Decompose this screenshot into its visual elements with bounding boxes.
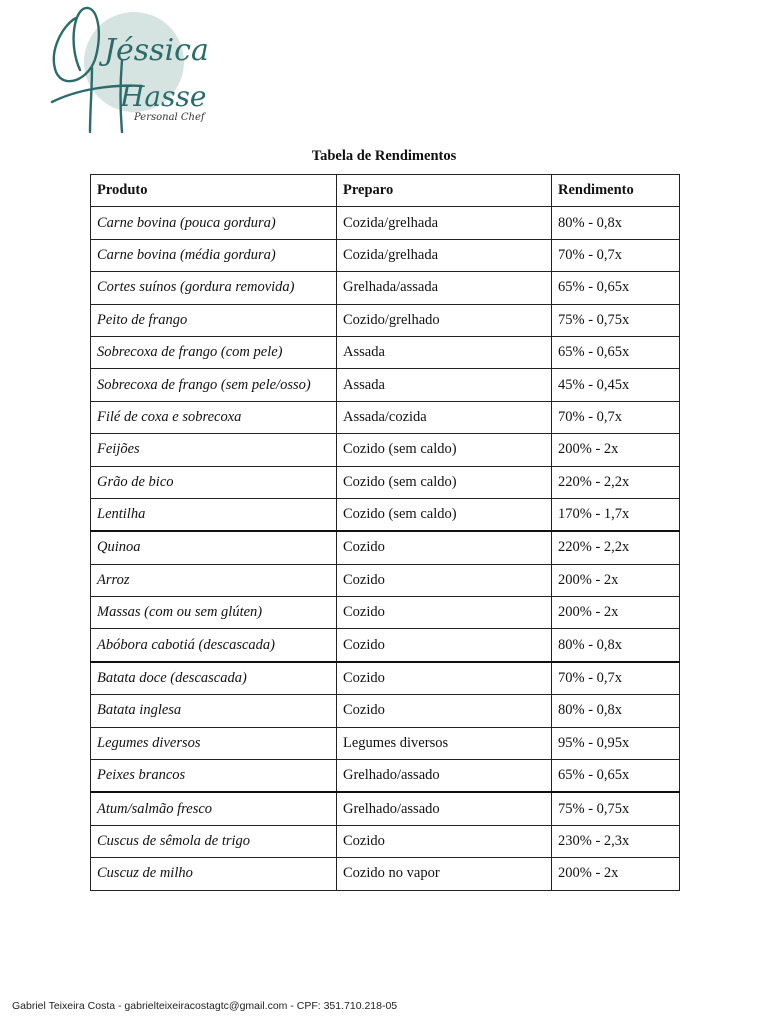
cell-preparo: Assada — [337, 369, 552, 401]
cell-preparo: Cozido (sem caldo) — [337, 498, 552, 531]
table-row — [91, 695, 680, 727]
table-row — [91, 401, 680, 433]
cell-produto: Carne bovina (média gordura) — [91, 239, 337, 271]
table-row — [91, 760, 680, 793]
cell-rendimento: 75% - 0,75x — [552, 304, 680, 336]
cell-rendimento: 80% - 0,8x — [552, 207, 680, 239]
cell-preparo: Grelhado/assado — [337, 760, 552, 793]
cell-preparo: Legumes diversos — [337, 727, 552, 759]
cell-rendimento: 230% - 2,3x — [552, 825, 680, 857]
table-row — [91, 531, 680, 564]
table-row — [91, 597, 680, 629]
cell-produto: Peixes brancos — [91, 760, 337, 793]
cell-preparo: Grelhada/assada — [337, 272, 552, 304]
document-title: Tabela de Rendimentos — [311, 148, 457, 164]
cell-rendimento: 200% - 2x — [552, 434, 680, 466]
table-row — [91, 662, 680, 695]
brand-logo — [36, 4, 216, 136]
cell-rendimento: 70% - 0,7x — [552, 662, 680, 695]
cell-rendimento: 80% - 0,8x — [552, 695, 680, 727]
cell-preparo: Cozido (sem caldo) — [337, 466, 552, 498]
cell-preparo: Cozido/grelhado — [337, 304, 552, 336]
cell-rendimento: 220% - 2,2x — [552, 531, 680, 564]
cell-preparo: Cozido — [337, 564, 552, 596]
cell-produto: Arroz — [91, 564, 337, 596]
cell-produto: Massas (com ou sem glúten) — [91, 597, 337, 629]
cell-produto: Cuscus de sêmola de trigo — [91, 825, 337, 857]
cell-produto: Legumes diversos — [91, 727, 337, 759]
yield-table-head — [91, 175, 680, 207]
cell-rendimento: 200% - 2x — [552, 564, 680, 596]
table-row — [91, 272, 680, 304]
table-row — [91, 434, 680, 466]
yield-table-body — [91, 207, 680, 890]
brand-logo-mark — [36, 4, 216, 136]
cell-preparo: Cozido — [337, 531, 552, 564]
table-row — [91, 304, 680, 336]
cell-rendimento: 65% - 0,65x — [552, 336, 680, 368]
cell-preparo: Cozida/grelhada — [337, 239, 552, 271]
cell-rendimento: 65% - 0,65x — [552, 760, 680, 793]
cell-rendimento: 95% - 0,95x — [552, 727, 680, 759]
cell-preparo: Cozido — [337, 629, 552, 662]
header-preparo: Preparo — [337, 175, 552, 207]
cell-preparo: Cozido (sem caldo) — [337, 434, 552, 466]
logo-tagline: Personal Chef — [134, 112, 205, 123]
table-row — [91, 336, 680, 368]
table-row — [91, 792, 680, 825]
footer-contact: Gabriel Teixeira Costa - gabrielteixeiracostagtc@gmail.com - CPF: 351.710.218-05 — [12, 1000, 398, 1012]
yield-table — [90, 174, 680, 891]
cell-preparo: Cozido — [337, 825, 552, 857]
cell-rendimento: 70% - 0,7x — [552, 239, 680, 271]
cell-produto: Sobrecoxa de frango (com pele) — [91, 336, 337, 368]
cell-rendimento: 75% - 0,75x — [552, 792, 680, 825]
cell-preparo: Cozido no vapor — [337, 858, 552, 890]
logo-name-line2: Hasse — [120, 80, 207, 113]
cell-preparo: Grelhado/assado — [337, 792, 552, 825]
header-rendimento: Rendimento — [552, 175, 680, 207]
cell-produto: Cortes suínos (gordura removida) — [91, 272, 337, 304]
cell-rendimento: 170% - 1,7x — [552, 498, 680, 531]
table-row — [91, 466, 680, 498]
cell-preparo: Assada/cozida — [337, 401, 552, 433]
cell-preparo: Cozido — [337, 597, 552, 629]
cell-produto: Abóbora cabotiá (descascada) — [91, 629, 337, 662]
cell-produto: Filé de coxa e sobrecoxa — [91, 401, 337, 433]
cell-preparo: Cozido — [337, 695, 552, 727]
cell-produto: Lentilha — [91, 498, 337, 531]
table-row — [91, 858, 680, 890]
table-row — [91, 239, 680, 271]
cell-produto: Peito de frango — [91, 304, 337, 336]
cell-produto: Quinoa — [91, 531, 337, 564]
cell-preparo: Cozido — [337, 662, 552, 695]
table-row — [91, 629, 680, 662]
cell-rendimento: 70% - 0,7x — [552, 401, 680, 433]
cell-rendimento: 220% - 2,2x — [552, 466, 680, 498]
cell-preparo: Assada — [337, 336, 552, 368]
cell-rendimento: 45% - 0,45x — [552, 369, 680, 401]
table-row — [91, 825, 680, 857]
table-row — [91, 727, 680, 759]
cell-rendimento: 80% - 0,8x — [552, 629, 680, 662]
cell-produto: Batata inglesa — [91, 695, 337, 727]
table-header-row — [91, 175, 680, 207]
table-row — [91, 369, 680, 401]
table-row — [91, 498, 680, 531]
cell-preparo: Cozida/grelhada — [337, 207, 552, 239]
logo-name-line1: Jéssica — [104, 33, 209, 68]
table-row — [91, 564, 680, 596]
cell-produto: Batata doce (descascada) — [91, 662, 337, 695]
cell-produto: Feijões — [91, 434, 337, 466]
cell-rendimento: 200% - 2x — [552, 597, 680, 629]
table-row — [91, 207, 680, 239]
cell-produto: Atum/salmão fresco — [91, 792, 337, 825]
cell-produto: Sobrecoxa de frango (sem pele/osso) — [91, 369, 337, 401]
cell-rendimento: 65% - 0,65x — [552, 272, 680, 304]
cell-produto: Carne bovina (pouca gordura) — [91, 207, 337, 239]
cell-produto: Cuscuz de milho — [91, 858, 337, 890]
cell-rendimento: 200% - 2x — [552, 858, 680, 890]
cell-produto: Grão de bico — [91, 466, 337, 498]
header-produto: Produto — [91, 175, 337, 207]
